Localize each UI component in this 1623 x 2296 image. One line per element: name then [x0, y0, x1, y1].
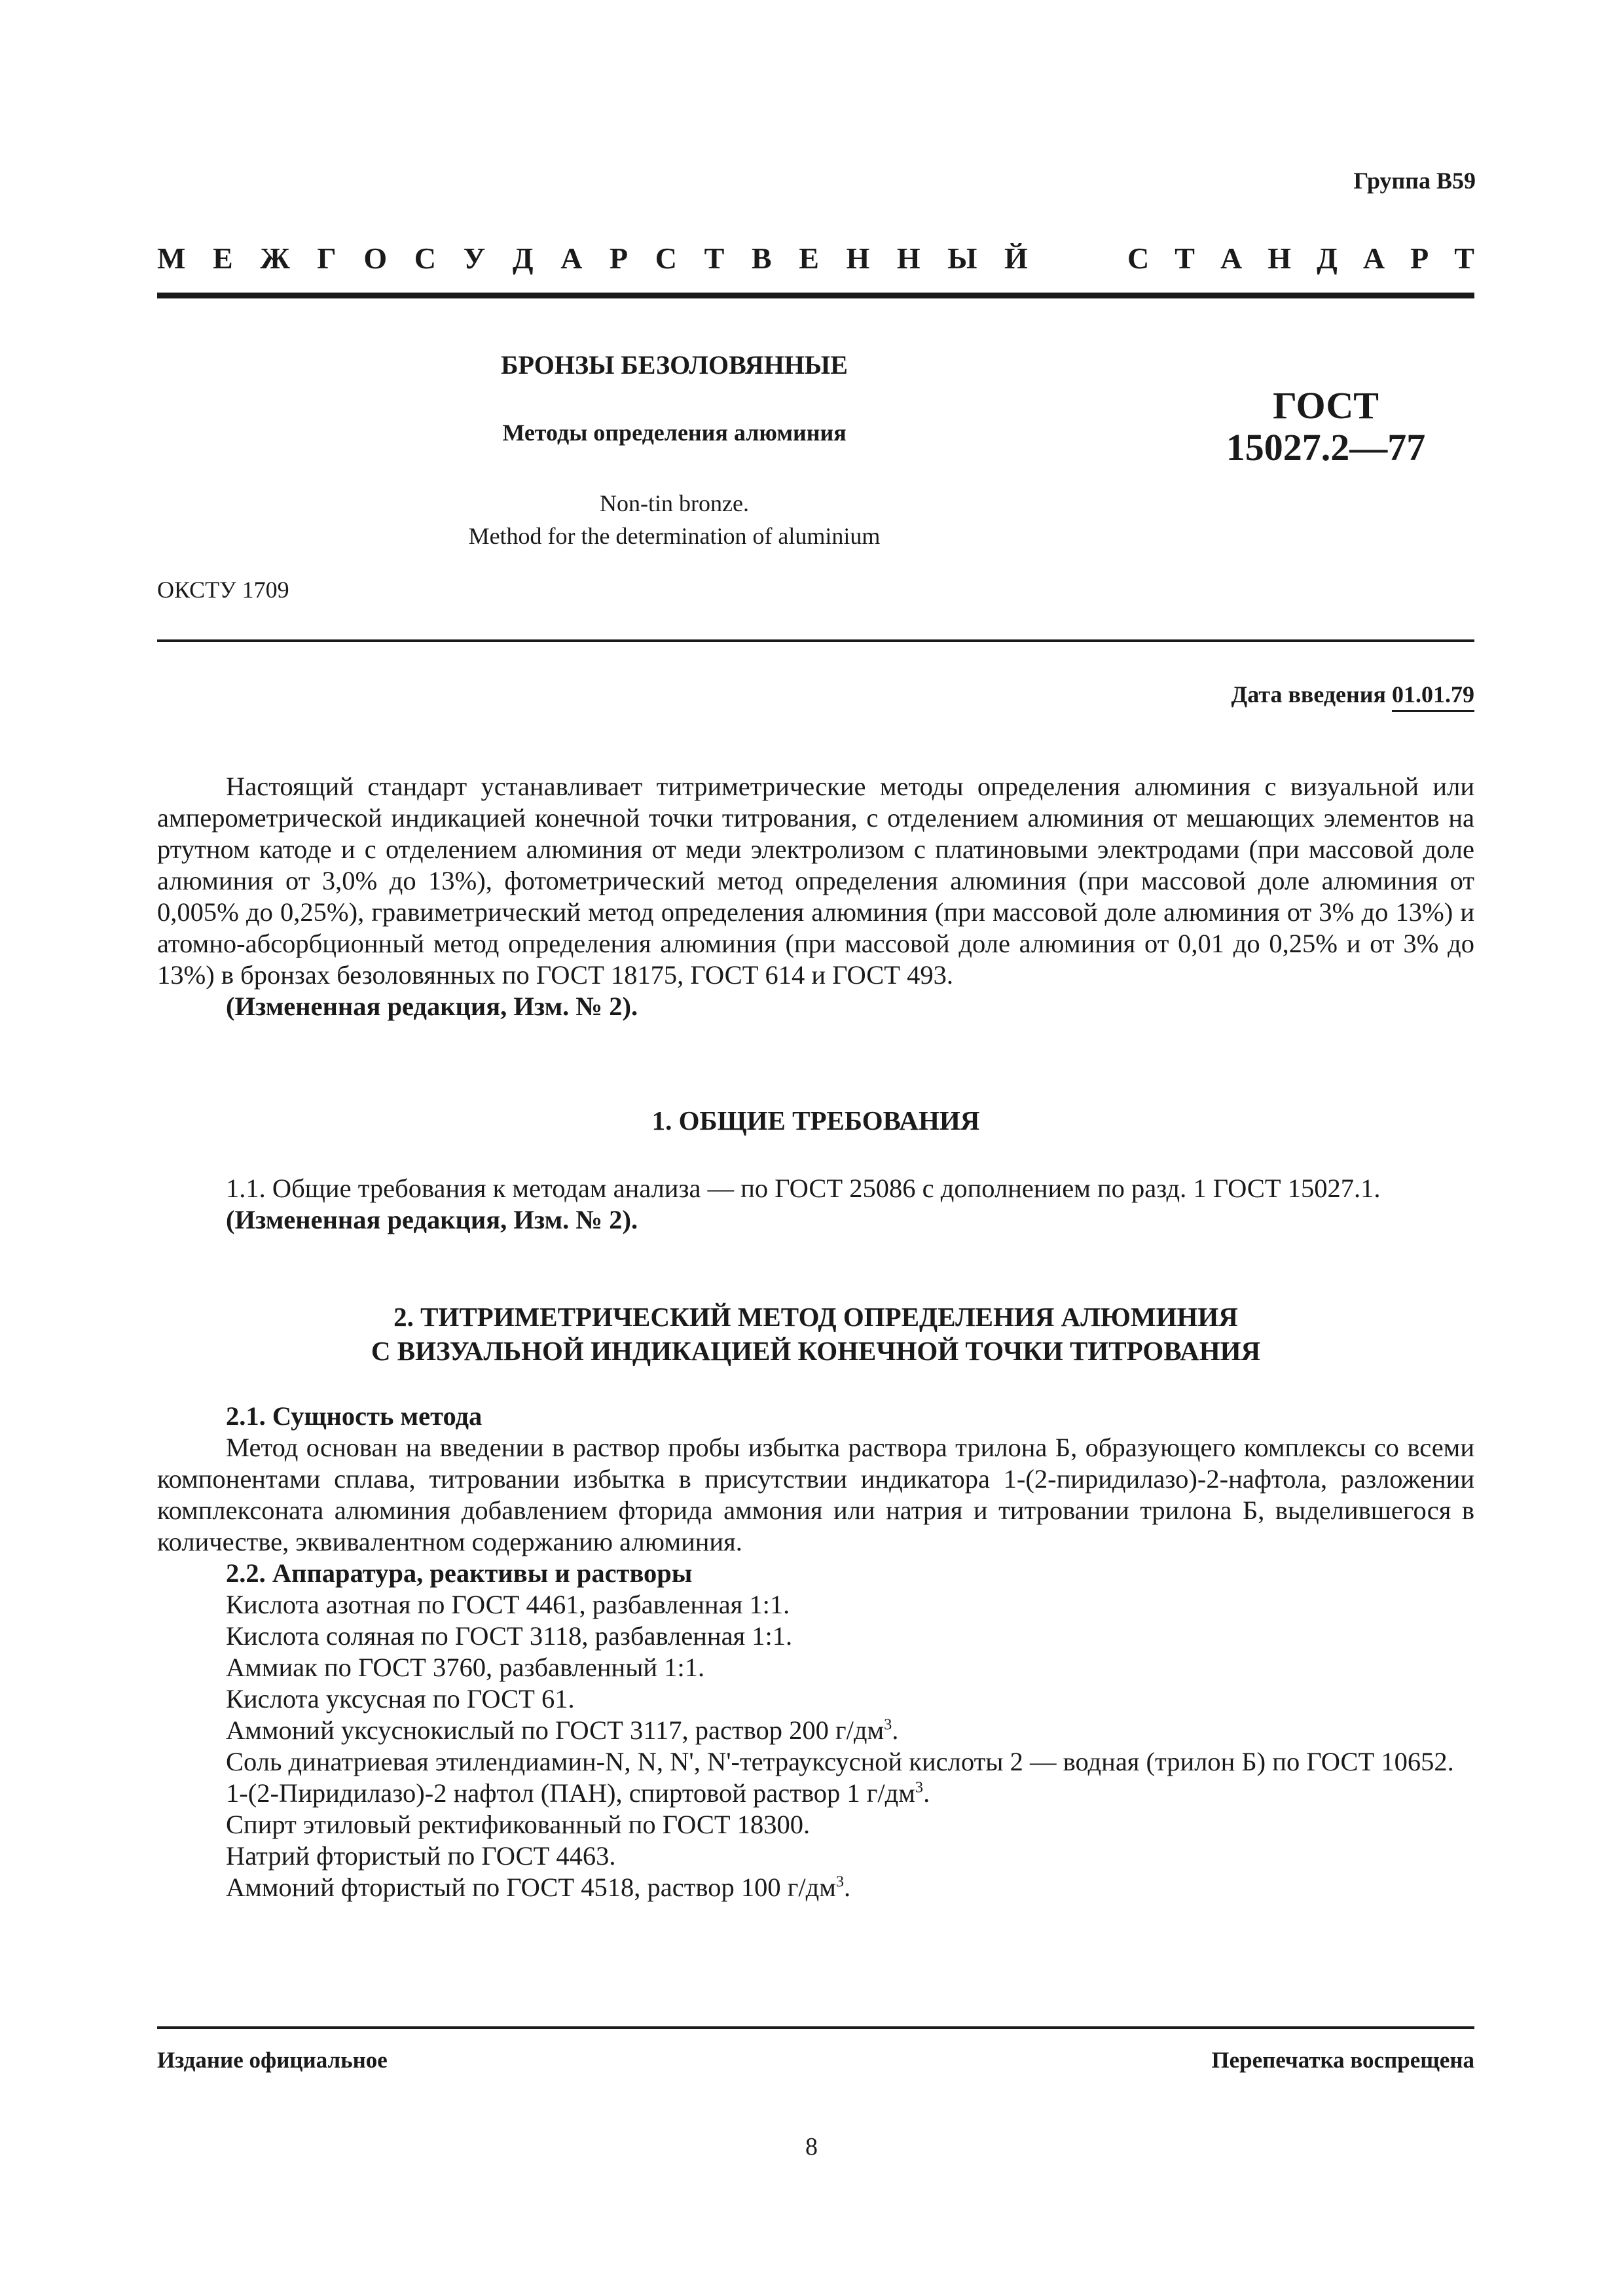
reagent-item: Аммиак по ГОСТ 3760, разбавленный 1:1. — [226, 1653, 705, 1682]
footer-reprint-notice: Перепечатка воспрещена — [1211, 2047, 1474, 2073]
reagent-item: Соль динатриевая этилендиамин-N, N, N', N'-тетрауксусной кислоты 2 — водная (трилон Б) по ГОСТ 10652. — [226, 1747, 1454, 1776]
section2-body — [157, 1401, 1474, 1903]
subsection-2-2-title: 2.2. Аппаратура, реактивы и растворы — [226, 1558, 693, 1588]
intro-paragraph: Настоящий стандарт устанавливает титриметрические методы определения алюминия с визуальной или амперометрической индикацией конечной точки титрования, с отделением алюминия от мешающих элементов на ртутном катоде и с отделением алюминия от меди электролизом с платиновыми электродами (при массовой доле алюминия от 3,0% до 13%), фотометрический метод определения алюминия (при массовой доле алюминия от 0,005% до 0,25%), гравиметрический метод определения алюминия (при массовой доле алюминия от 3% до 13%) и атомно-абсорбционный метод определения алюминия (при массовой доле алюминия от 0,01 до 0,25% и от 3% до 13%) в бронзах безоловянных по ГОСТ 18175, ГОСТ 614 и ГОСТ 493. — [157, 772, 1474, 990]
section1-body — [157, 1173, 1474, 1236]
banner-word1-letter: У — [463, 242, 486, 275]
section2-heading-line1: 2. ТИТРИМЕТРИЧЕСКИЙ МЕТОД ОПРЕДЕЛЕНИЯ АЛЮМИНИЯ — [393, 1302, 1238, 1332]
footer-official-edition: Издание официальное — [157, 2047, 388, 2073]
banner-word1-letter: Ж — [260, 242, 290, 275]
reagent-item: Кислота азотная по ГОСТ 4461, разбавленная 1:1. — [226, 1590, 790, 1619]
banner-word2-letter: Н — [1267, 242, 1292, 275]
gost-block — [1178, 385, 1473, 469]
banner-word1-letter: Н — [846, 242, 870, 275]
reagent-item: Аммоний фтористый по ГОСТ 4518, раствор 100 $г/дм^3$. — [226, 1873, 851, 1902]
reagent-item: Спирт этиловый ректификованный по ГОСТ 18300. — [226, 1810, 811, 1839]
banner-word1-letter: С — [414, 242, 436, 275]
intro-section — [157, 771, 1474, 1022]
effective-date-label: Дата введения — [1231, 681, 1386, 708]
banner-word2-letter: А — [1362, 242, 1385, 275]
reagent-item: Кислота соляная по ГОСТ 3118, разбавленная 1:1. — [226, 1621, 793, 1651]
document-title: БРОНЗЫ БЕЗОЛОВЯННЫЕ — [501, 350, 848, 380]
reagent-item: 1-(2-Пиридилазо)-2 нафтол (ПАН), спиртовой раствор 1 $г/дм^3$. — [226, 1778, 930, 1808]
banner-word1-letter: Т — [704, 242, 725, 275]
banner-word1-letter: Ы — [947, 242, 977, 275]
effective-date — [1231, 681, 1475, 708]
banner-word1-letter: Е — [213, 242, 233, 275]
english-title-line1: Non-tin bronze. — [600, 490, 749, 516]
reagent-item: Кислота уксусная по ГОСТ 61. — [226, 1684, 575, 1713]
subsection-2-1-text: Метод основан на введении в раствор пробы избытка раствора трилона Б, образующего комплексы со всеми компонентами сплава, титровании избытка в присутствии индикатора 1-(2-пиридилазо)-2-нафтола, разложении комплексоната алюминия добавлением фторида аммония или натрия и титровании трилона Б, выделившегося в количестве, эквивалентном содержанию алюминия. — [157, 1433, 1474, 1556]
effective-date-value: 01.01.79 — [1392, 681, 1474, 712]
banner-word2-letter: Р — [1410, 242, 1429, 275]
gost-label: ГОСТ — [1273, 384, 1379, 427]
section1-paragraph: 1.1. Общие требования к методам анализа — по ГОСТ 25086 с дополнением по разд. 1 ГОСТ 15027.1. — [226, 1174, 1381, 1203]
banner-word1-letter: М — [157, 242, 186, 275]
banner-word1-letter: Р — [610, 242, 629, 275]
english-title — [157, 487, 1192, 552]
banner-word1-letter: С — [655, 242, 677, 275]
banner-word1-letter: Д — [512, 242, 534, 275]
banner-word2-letter: Т — [1454, 242, 1474, 275]
banner-word1-letter: А — [560, 242, 583, 275]
reagent-item: Натрий фтористый по ГОСТ 4463. — [226, 1841, 616, 1871]
banner-word-standard — [1127, 241, 1474, 276]
page-number: 8 — [805, 2133, 818, 2161]
banner-word1-letter: Е — [799, 242, 819, 275]
subsection-2-1-title: 2.1. Сущность метода — [226, 1401, 483, 1431]
document-subtitle: Методы определения алюминия — [502, 420, 847, 446]
oksu-code: ОКСТУ 1709 — [157, 577, 289, 603]
banner-word1-letter: В — [751, 242, 772, 275]
title-rule — [157, 639, 1474, 642]
intro-revision-note: (Измененная редакция, Изм. № 2). — [226, 992, 638, 1021]
banner-word1-letter: Й — [1004, 242, 1028, 275]
banner-word2-letter: С — [1127, 242, 1150, 275]
reagent-list — [157, 1589, 1474, 1903]
banner-word2-letter: А — [1220, 242, 1243, 275]
footer-rule — [157, 2026, 1474, 2029]
banner-word1-letter: Н — [896, 242, 921, 275]
banner-word1-letter: Г — [317, 242, 337, 275]
section2-heading-line2: С ВИЗУАЛЬНОЙ ИНДИКАЦИЕЙ КОНЕЧНОЙ ТОЧКИ ТИТРОВАНИЯ — [371, 1336, 1261, 1366]
banner-word-interstate — [157, 241, 1028, 276]
section1-revision-note: (Измененная редакция, Изм. № 2). — [226, 1205, 638, 1234]
banner-word2-letter: Т — [1175, 242, 1195, 275]
english-title-line2: Method for the determination of aluminium — [468, 523, 881, 549]
banner-word1-letter: О — [363, 242, 388, 275]
section1-heading: 1. ОБЩИЕ ТРЕБОВАНИЯ — [651, 1105, 980, 1136]
header-rule — [157, 293, 1474, 298]
section2-heading — [157, 1300, 1474, 1368]
standard-banner — [157, 241, 1474, 276]
group-code: Группа В59 — [1353, 168, 1476, 194]
gost-number: 15027.2—77 — [1226, 426, 1426, 469]
reagent-item: Аммоний уксуснокислый по ГОСТ 3117, раствор 200 $г/дм^3$. — [226, 1715, 899, 1745]
banner-word2-letter: Д — [1317, 242, 1338, 275]
